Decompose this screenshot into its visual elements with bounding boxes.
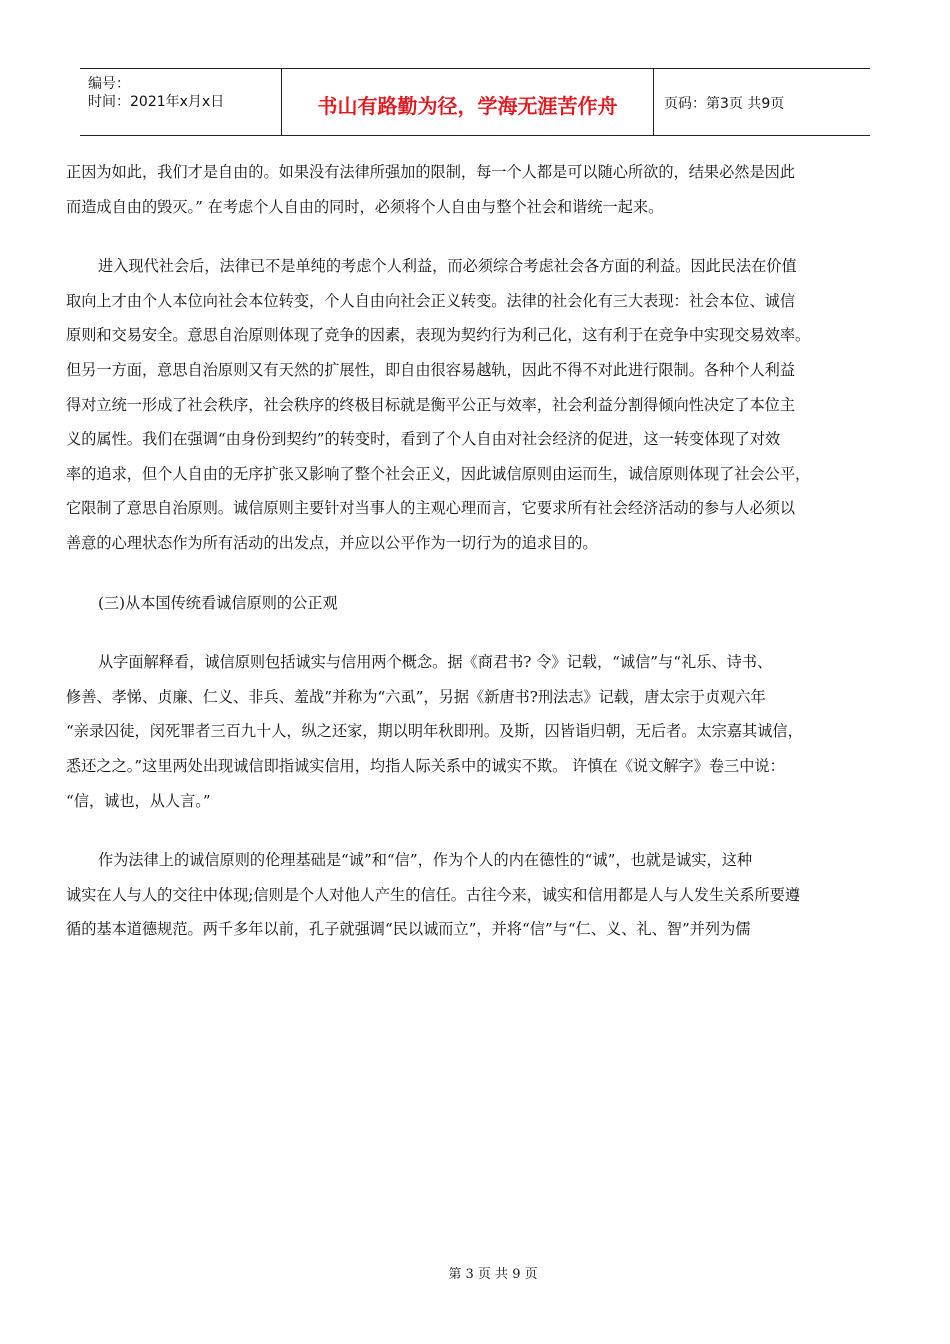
text-line: (三)从本国传统看诚信原则的公正观 [98, 593, 338, 612]
document-header [80, 68, 870, 136]
paragraph [66, 155, 882, 224]
footer-page-number: 第 3 页 共 9 页 [448, 1267, 538, 1282]
number-label: 编号： [88, 76, 130, 92]
document-body [66, 155, 882, 972]
page-label: 页码：第3页 共9页 [664, 96, 785, 112]
text-line: 取向上才由个人本位向社会本位转变，个人自由向社会正义转变。法律的社会化有三大表现：社会本位、诚信 [66, 291, 795, 310]
text-line: 但另一方面，意思自治原则又有天然的扩展性，即自由很容易越轨，因此不得不对此进行限制。各种个人利益 [66, 360, 795, 379]
text-line: 诚实在人与人的交往中体现;信则是个人对他人产生的信任。古往今来，诚实和信用都是人与人发生关系所要遵 [66, 885, 801, 904]
time-label: 时间：2021年x月x日 [88, 94, 225, 110]
text-line: 得对立统一形成了社会秩序，社会秩序的终极目标就是衡平公正与效率，社会利益分割得倾向性决定了本位主 [66, 395, 795, 414]
section-heading [66, 586, 882, 621]
text-line: 它限制了意思自治原则。诚信原则主要针对当事人的主观心理而言，它要求所有社会经济活动的参与人必须以 [66, 499, 795, 518]
text-line: 善意的心理状态作为所有活动的出发点，并应以公平作为一切行为的追求目的。 [66, 533, 598, 552]
page-footer [0, 1263, 950, 1282]
motto-text: 书山有路勤为径，学海无涯苦作舟 [317, 93, 618, 118]
text-line: 原则和交易安全。意思自治原则体现了竞争的因素，表现为契约行为利己化，这有利于在竞争中实现交易效率。 [66, 326, 811, 345]
paragraph [66, 843, 882, 947]
text-line: “信，诚也，从人言。” [66, 791, 211, 810]
text-line: 循的基本道德规范。两千多年以前，孔子就强调“民以诚而立”，并将“信”与“仁、义、礼、智”并列为儒 [66, 920, 751, 939]
paragraph [66, 249, 882, 560]
text-line: 率的追求，但个人自由的无序扩张又影响了整个社会正义，因此诚信原则由运而生，诚信原则体现了社会公平， [66, 464, 811, 483]
text-line: 从字面解释看，诚信原则包括诚实与信用两个概念。据《商君书? 令》记载，“诚信”与“礼乐、诗书、 [98, 653, 773, 672]
header-page-cell [654, 69, 870, 135]
text-line: 修善、孝悌、贞廉、仁义、非兵、羞战”并称为“六虱”，另据《新唐书?刑法志》记载，唐太宗于贞观六年 [66, 687, 766, 706]
text-line: 悉还之之。”这里两处出现诚信即指诚实信用，均指人际关系中的诚实不欺。 许慎在《说文解字》卷三中说： [66, 756, 785, 775]
text-line: 而造成自由的毁灭。” 在考虑个人自由的同时，必须将个人自由与整个社会和谐统一起来。 [66, 197, 664, 216]
text-line: 义的属性。我们在强调“由身份到契约”的转变时，看到了个人自由对社会经济的促进，这一转变体现了对效 [66, 430, 781, 449]
text-line: 作为法律上的诚信原则的伦理基础是“诚”和“信”，作为个人的内在德性的“诚”，也就是诚实，这种 [98, 851, 753, 870]
text-line: 进入现代社会后，法律已不是单纯的考虑个人利益，而必须综合考虑社会各方面的利益。因此民法在价值 [98, 257, 797, 276]
paragraph [66, 645, 882, 818]
text-line: “亲录囚徒，闵死罪者三百九十人，纵之还家，期以明年秋即刑。及斯，囚皆诣归朝，无后者。太宗嘉其诚信， [66, 722, 803, 741]
text-line: 正因为如此，我们才是自由的。如果没有法律所强加的限制，每一个人都是可以随心所欲的，结果必然是因此 [66, 163, 795, 181]
header-meta-cell [80, 69, 282, 135]
header-motto-cell [282, 69, 654, 135]
